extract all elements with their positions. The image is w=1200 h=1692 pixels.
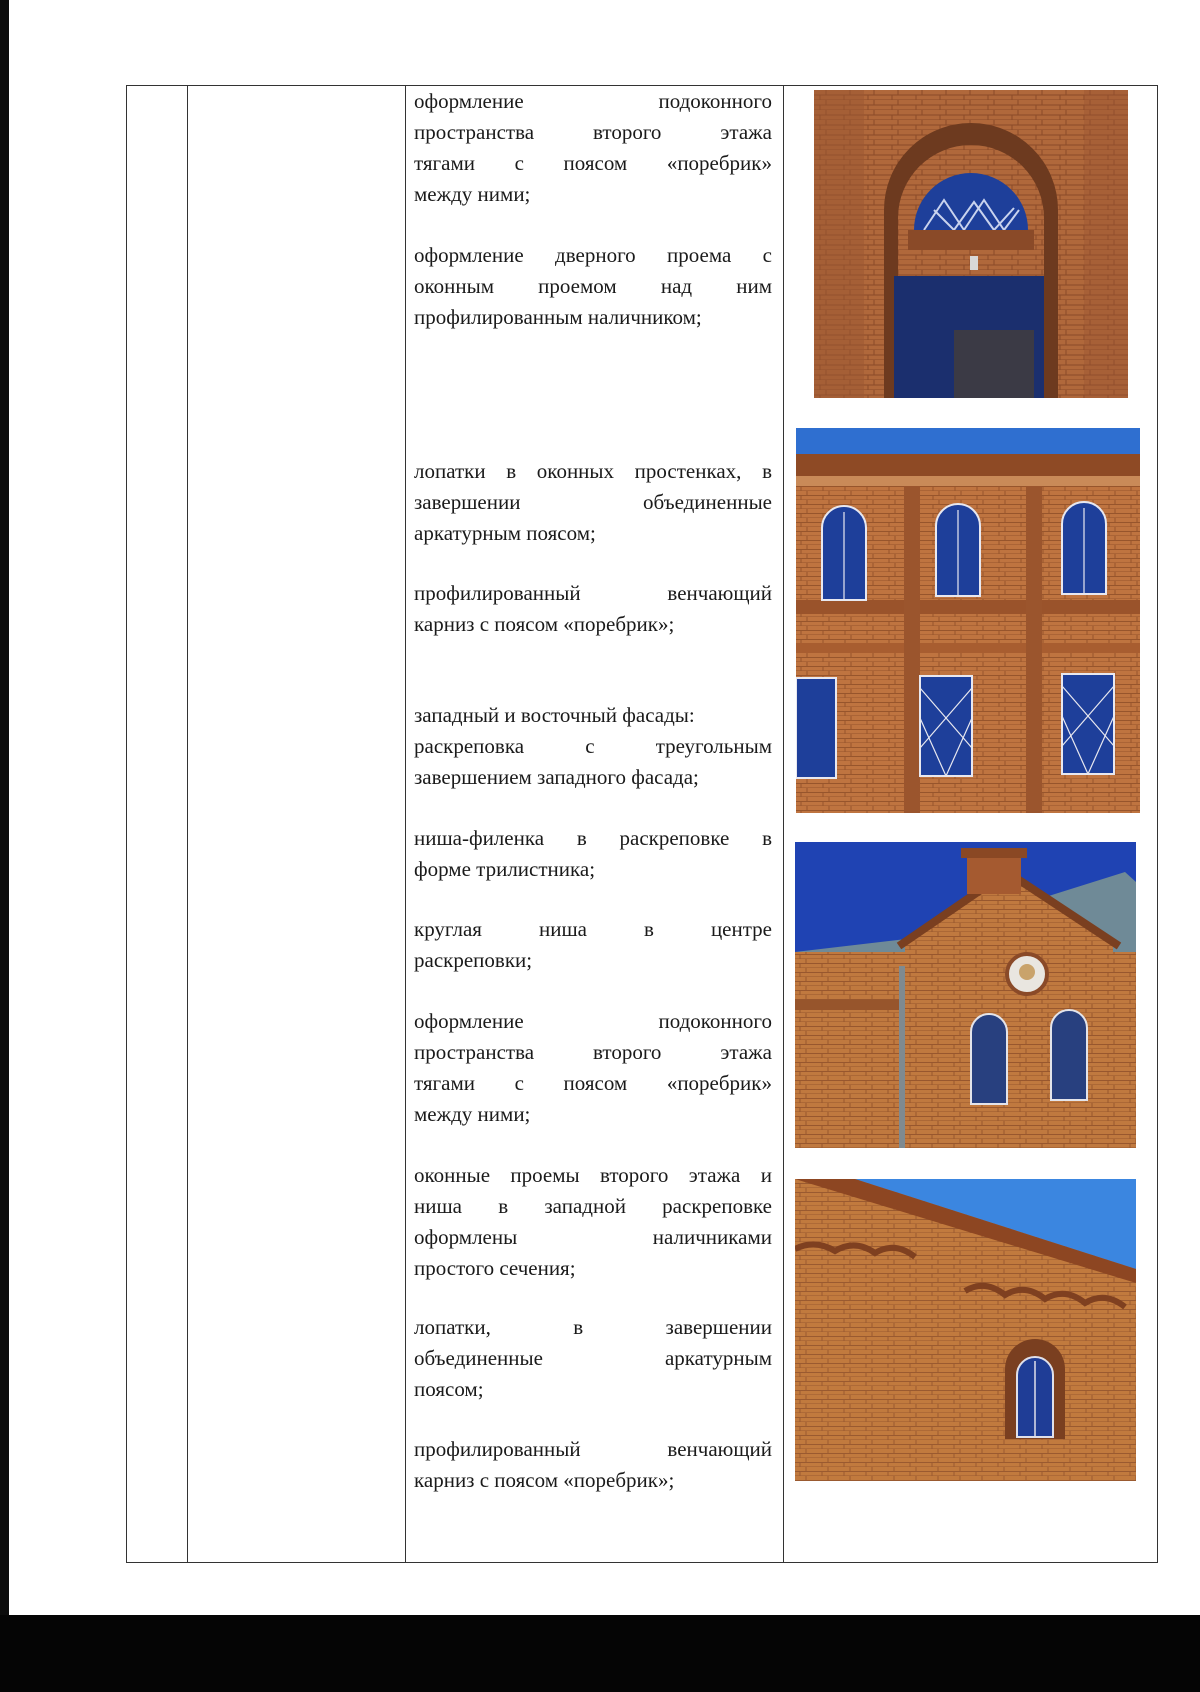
item-5: западный и восточный фасады: раскреповка с треугольным завершением западного фасада;	[414, 703, 772, 789]
column-divider-3	[783, 86, 784, 1562]
item-9: оконные проемы второго этажа и ниша в западной раскреповке оформлены наличниками простого сечения;	[414, 1163, 772, 1280]
item-4: профилированный венчающий карниз с поясом «поребрик»;	[414, 581, 772, 636]
item-7: круглая ниша в центре раскреповки;	[414, 917, 772, 972]
facade-windows-photo	[796, 428, 1140, 813]
column-divider-1	[187, 86, 188, 1562]
item-6: ниша-филенка в раскреповке в форме трилистника;	[414, 826, 772, 881]
brick-wall-corner-photo	[795, 1179, 1136, 1481]
item-11: профилированный венчающий карниз с поясом «поребрик»;	[414, 1437, 772, 1492]
item-2: оформление дверного проема с оконным проемом над ним профилированным наличником;	[414, 243, 772, 329]
scan-bottom-edge	[0, 1615, 1200, 1692]
item-3: лопатки в оконных простенках, в завершении объединенные аркатурным поясом;	[414, 459, 772, 545]
column-divider-2	[405, 86, 406, 1562]
gable-facade-photo	[795, 842, 1136, 1148]
item-1: оформление подоконного пространства второго этажа тягами с поясом «поребрик» между ними;	[414, 89, 772, 206]
item-8: оформление подоконного пространства второго этажа тягами с поясом «поребрик» между ними;	[414, 1009, 772, 1126]
item-10: лопатки, в завершении объединенные аркатурным поясом;	[414, 1315, 772, 1401]
scan-left-edge	[0, 0, 9, 1615]
arched-doorway-photo	[814, 90, 1128, 398]
